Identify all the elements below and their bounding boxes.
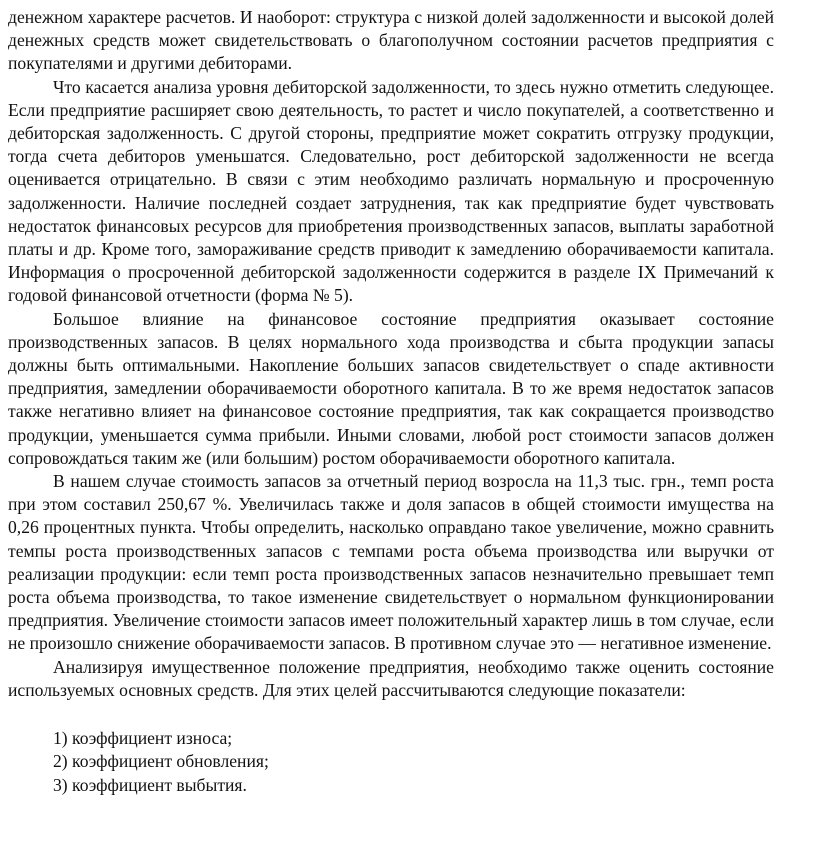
list-item: 3) коэффициент выбытия. [53, 774, 247, 795]
paragraph-inventory: Большое влияние на финансовое состояние предприятия оказывает состояние производственных запасов. В целях нормального хода производства и сбыта продукции запасы должны быть оптимальными. Накопление больших запасов свидетельствует о спаде активности предприятия, замедлении оборачиваемости оборотного капитала. В то же время недостаток запасов также негативно влияет на финансовое состояние предприятия, так как сокращается производство продукции, уменьшается сумма прибыли. Иными словами, любой рост стоимости запасов должен сопровождаться таким же (или большим) ростом оборачиваемости оборотного капитала. [8, 308, 774, 468]
paragraph-fixed-assets: Анализируя имущественное положение предприятия, необходимо также оценить состояние используемых основных средств. Для этих целей рассчитываются следующие показатели: [8, 656, 774, 700]
list-item: 1) коэффициент износа; [53, 728, 233, 749]
paragraph-receivables: Что касается анализа уровня дебиторской задолженности, то здесь нужно отметить следующее. Если предприятие расширяет свою деятельность, то растет и число покупателей, а соответственно и дебиторская задолженность. С другой стороны, предприятие может сократить отгрузку продукции, тогда счета дебиторов уменьшатся. Следовательно, рост дебиторской задолженности не всегда оценивается отрицательно. В связи с этим необходимо различать нормальную и просроченную задолженности. Наличие последней создает затруднения, так как предприятие будет чувствовать недостаток финансовых ресурсов для приобретения производственных запасов, выплаты заработной платы и др. Кроме того, замораживание средств приводит к замедлению оборачиваемости капитала. Информация о просроченной дебиторской задолженности содержится в разделе IX Примечаний к годовой финансовой отчетности (форма № 5). [8, 76, 774, 306]
list-item: 2) коэффициент обновления; [53, 751, 269, 772]
paragraph-inventory-case: В нашем случае стоимость запасов за отчетный период возросла на 11,3 тыс. грн., темп роста при этом составил 250,67 %. Увеличилась также и доля запасов в общей стоимости имущества на 0,26 процентных пункта. Чтобы определить, насколько оправдано такое увеличение, можно сравнить темпы роста производственных запасов с темпами роста объема производства или выручки от реализации продукции: если темп роста производственных запасов незначительно превышает темп роста объема производства, то такое изменение свидетельствует о нормальном функционировании предприятия. Увеличение стоимости запасов имеет положительный характер лишь в том случае, если не произошло снижение оборачиваемости запасов. В противном случае это — негативное изменение. [8, 471, 774, 654]
paragraph-continuation: денежном характере расчетов. И наоборот: структура с низкой долей задолженности и высокой долей денежных средств может свидетельствовать о благополучном состоянии расчетов предприятия с покупателями и другими дебиторами. [8, 7, 774, 74]
indicator-list [8, 727, 774, 797]
